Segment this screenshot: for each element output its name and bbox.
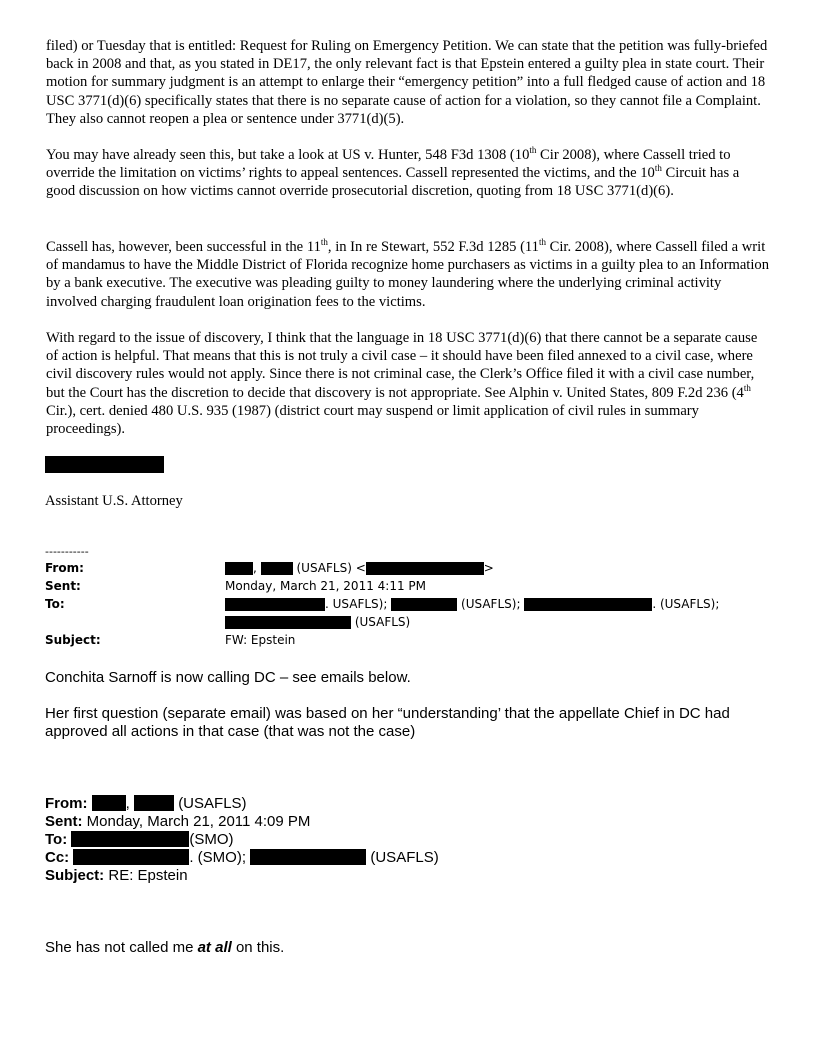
paragraph-text: filed) or Tuesday that is entitled: Request for Ruling on Emergency Petition. We can state that the petition was fully-briefed back in 2008 and that, as you stated in DE17, the only relevant fact is that Epstein entered a guilty plea in state court. Their motion for summary judgment is an attempt to enlarge their “emergency petition” into a full fledged cause of action and 18 USC 3771(d)(6) specifically states that there is no separate cause of action for a violation, so they cannot file a Complaint. They also cannot reopen a plea or sentence under 3771(d)(5). xyxy=(46,38,768,127)
recipient-text: . (USAFLS); xyxy=(652,597,720,611)
message2-text: She has not called me xyxy=(45,939,198,956)
sent2-label: Sent: xyxy=(45,813,83,830)
body-paragraph-4 xyxy=(46,329,772,438)
superscript: th xyxy=(320,237,328,247)
message2-text: on this. xyxy=(231,939,285,956)
cc2-row xyxy=(45,849,439,867)
from-org: (USAFLS) < xyxy=(296,561,366,575)
cc2-text: . (SMO); xyxy=(189,849,247,866)
subject-value: FW: Epstein xyxy=(225,633,296,647)
subject-label: Subject: xyxy=(45,633,101,647)
from-label: From: xyxy=(45,561,84,575)
cc2-label: Cc: xyxy=(45,849,70,866)
signature-redaction xyxy=(45,456,164,473)
header-separator: ----------- xyxy=(45,545,89,558)
superscript: th xyxy=(654,163,662,174)
superscript: th xyxy=(743,382,751,393)
to2-label: To: xyxy=(45,831,68,848)
paragraph-text: Circuit has a good discussion on how victims cannot override prosecutorial discretion, quoting from 18 USC 3771(d)(6). xyxy=(46,165,740,200)
sent-label: Sent: xyxy=(45,579,81,593)
to2-row xyxy=(45,831,234,849)
message2-emphasis: at all xyxy=(197,939,232,956)
paragraph-text: , in In re Stewart, 552 F.3d 1285 (11 xyxy=(327,239,539,255)
paragraph-text: Cir. 2008), where Cassell filed a writ of mandamus to have the Middle District of Florida recognize home purchasers as victims in a guilty plea to an Information by a bank executive. The executive was pleading guilty to money laundering where the underlying criminal activity involved charging fraudulent loan origination fees to the victims. xyxy=(46,239,770,310)
redaction-block xyxy=(250,849,366,865)
bracket-text: > xyxy=(483,561,494,575)
to-value-line2 xyxy=(225,614,410,631)
message-line-1: Conchita Sarnoff is now calling DC – see emails below. xyxy=(45,669,411,686)
subject2-label: Subject: xyxy=(45,867,105,884)
recipient-text: (USAFLS) xyxy=(354,615,411,629)
redaction-block xyxy=(391,598,457,611)
redaction-block xyxy=(225,616,351,629)
redaction-block xyxy=(225,598,325,611)
paragraph-text: You may have already seen this, but take a look at US v. Hunter, 548 F3d 1308 (10 xyxy=(46,147,530,163)
redaction-block xyxy=(524,598,652,611)
redaction-block xyxy=(225,562,253,575)
to-value-line1 xyxy=(225,596,719,613)
sent-value: Monday, March 21, 2011 4:11 PM xyxy=(225,579,426,593)
superscript: th xyxy=(538,237,546,247)
paragraph-text: Cir 2008), where Cassell tried to override the limitation on victims’ rights to appeal sentences. Cassell represented the victims, and the 10 xyxy=(46,147,731,182)
to-label: To: xyxy=(45,597,65,611)
message2-line xyxy=(45,939,284,957)
superscript: th xyxy=(529,145,537,155)
sent2-row xyxy=(45,813,310,831)
redaction-block xyxy=(261,562,293,575)
redaction-block xyxy=(366,562,484,575)
body-paragraph-3 xyxy=(46,238,772,311)
from2-label: From: xyxy=(45,795,88,812)
signature-title: Assistant U.S. Attorney xyxy=(45,493,183,509)
redaction-block xyxy=(73,849,189,865)
paragraph-text: With regard to the issue of discovery, I think that the language in 18 USC 3771(d)(6) that there cannot be a separate cause of action is helpful. That means that this is not truly a civil case – it should have been filed annexed to a civil case, where civil discovery rules would not apply. Since there is not criminal case, the Clerk’s Office filed it with a civil case number, but the Court has the discretion to decide that discovery is not appropriate. See Alphin v. United States, 809 F.2d 236 (4 xyxy=(46,330,758,401)
from2-row xyxy=(45,795,247,813)
body-paragraph-1 xyxy=(46,37,772,128)
to2-org: (SMO) xyxy=(189,831,234,848)
recipient-text: (USAFLS); xyxy=(461,597,521,611)
redaction-block xyxy=(71,831,189,847)
recipient-text: . USAFLS); xyxy=(325,597,388,611)
from2-org: (USAFLS) xyxy=(178,795,247,812)
cc2-text: (USAFLS) xyxy=(370,849,439,866)
subject2-row xyxy=(45,867,188,885)
redaction-block xyxy=(92,795,126,811)
from-value xyxy=(225,560,494,577)
redaction-block xyxy=(134,795,174,811)
sent2-value: Monday, March 21, 2011 4:09 PM xyxy=(86,813,311,830)
message-line-2: Her first question (separate email) was based on her “understanding’ that the appellate Chief in DC had approved all actions in that case (that was not the case) xyxy=(45,705,730,740)
paragraph-text: Cir.), cert. denied 480 U.S. 935 (1987) (district court may suspend or limit application of civil rules in summary proceedings). xyxy=(46,402,699,438)
separator-text: , xyxy=(125,795,130,812)
paragraph-text: Cassell has, however, been successful in the 11 xyxy=(46,239,321,255)
body-paragraph-2 xyxy=(46,146,772,201)
subject2-value: RE: Epstein xyxy=(108,867,188,884)
separator-text: , xyxy=(253,561,257,575)
